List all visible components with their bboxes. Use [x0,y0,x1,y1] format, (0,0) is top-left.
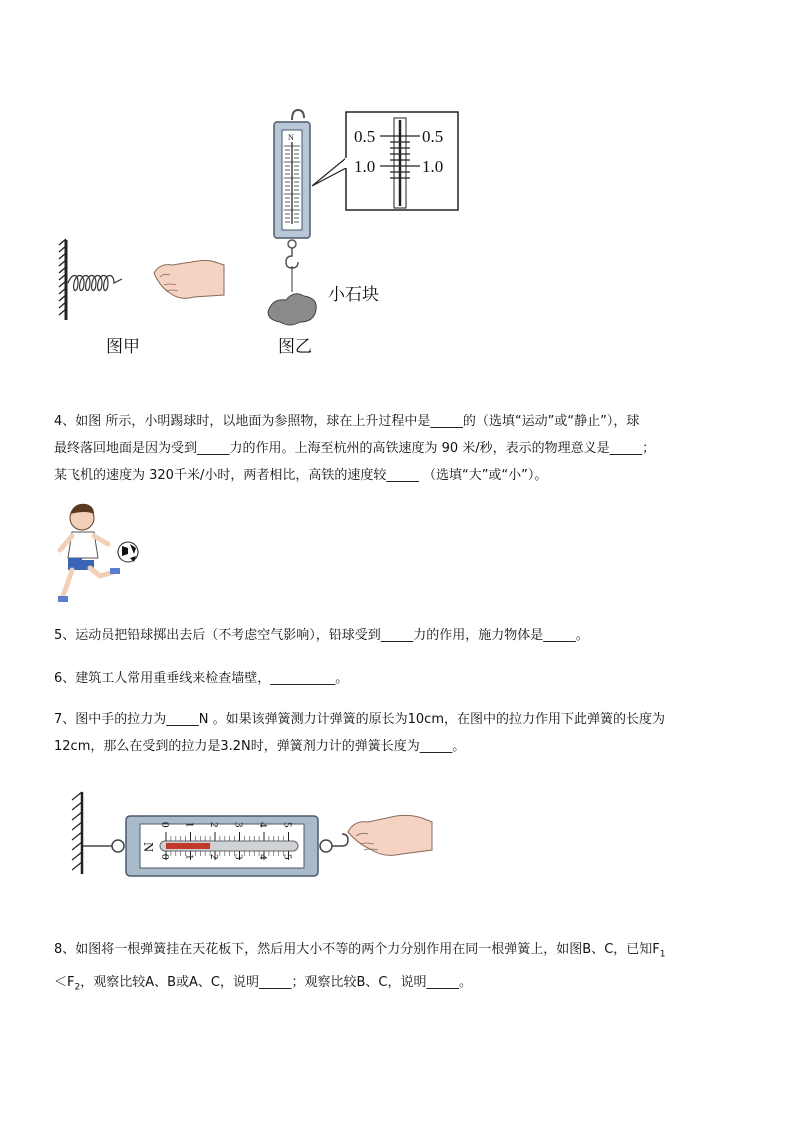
q7-tick-label-bottom: 5 [281,854,294,860]
question-7-line-2: 12cm，那么在受到的拉力是3.2N时，弹簧剂力计的弹簧长度为_____。 [54,739,466,754]
question-6: 6、建筑工人常用重垂线来检查墙壁，__________。 [54,671,349,686]
zoom-tick-right-upper: 0.5 [422,127,444,146]
question-7-line-1: 7、图中手的拉力为_____N 。如果该弹簧测力计弹簧的原长为10cm，在图中的拉力作用下此弹簧的长度为 [54,712,665,727]
boy-kicking-ball-illustration [52,500,147,604]
q7-tick-label-top: 4 [257,822,269,828]
q7-tick-label-bottom: 0 [159,854,171,860]
stone-label: 小石块 [328,285,379,305]
q7-tick-label-bottom: 4 [257,854,269,860]
question-8-line-2 [54,969,754,1002]
zoom-tick-left-lower: 1.0 [354,157,376,176]
question-4 [54,408,754,489]
q7-tick-label-top: 0 [159,822,171,828]
q7-scale-unit: N [140,842,155,853]
question-8-line-2-pre: ＜F [54,974,75,990]
q7-tick-label-top: 2 [208,822,220,828]
question-7 [54,706,754,760]
question-5: 5、运动员把铅球掷出去后（不考虑空气影响），铅球受到_____力的作用，施力物体是_____。 [54,628,589,643]
q7-tick-label-top: 5 [281,822,294,828]
q7-spring-balance-figure [68,788,438,880]
question-4-line-1: 4、如图 所示，小明踢球时，以地面为参照物，球在上升过程中是_____的（选填“运动”或“静止”），球 [54,414,640,429]
question-8-line-1-text: 8、如图将一根弹簧挂在天花板下，然后用大小不等的两个力分别作用在同一根弹簧上，如图B、C，已知F [54,942,660,957]
caption-yi: 图乙 [278,337,312,357]
q7-spring-indicator [166,843,210,849]
q7-tick-label-bottom: 2 [208,854,220,860]
q7-tick-label-top: 1 [183,822,196,828]
question-4-line-2: 最终落回地面是因为受到_____力的作用。上海至杭州的高铁速度为 90 米/秒，表示的物理意义是_____； [54,441,656,456]
question-8-sub-2: 2 [74,982,81,993]
figure-jia-spring-hand [56,235,226,325]
svg-text:N: N [288,133,294,142]
question-8-sub-1: 1 [659,949,666,960]
question-8-line-2-text: ，观察比较A、B或A、C，说明_____；观察比较B、C，说明_____。 [80,974,472,990]
caption-jia: 图甲 [106,337,140,357]
q7-tick-label-bottom: 1 [183,854,196,860]
q7-tick-label-bottom: 3 [232,854,245,860]
zoom-tick-right-lower: 1.0 [422,157,444,176]
zoom-tick-left-upper: 0.5 [354,127,376,146]
question-8-line-1 [54,936,754,969]
question-8 [54,936,754,1001]
question-4-line-3: 某飞机的速度为 320千米/小时，两者相比，高铁的速度较_____ （选填“大”或“小”）。 [54,468,548,483]
q7-tick-label-top: 3 [232,822,245,828]
